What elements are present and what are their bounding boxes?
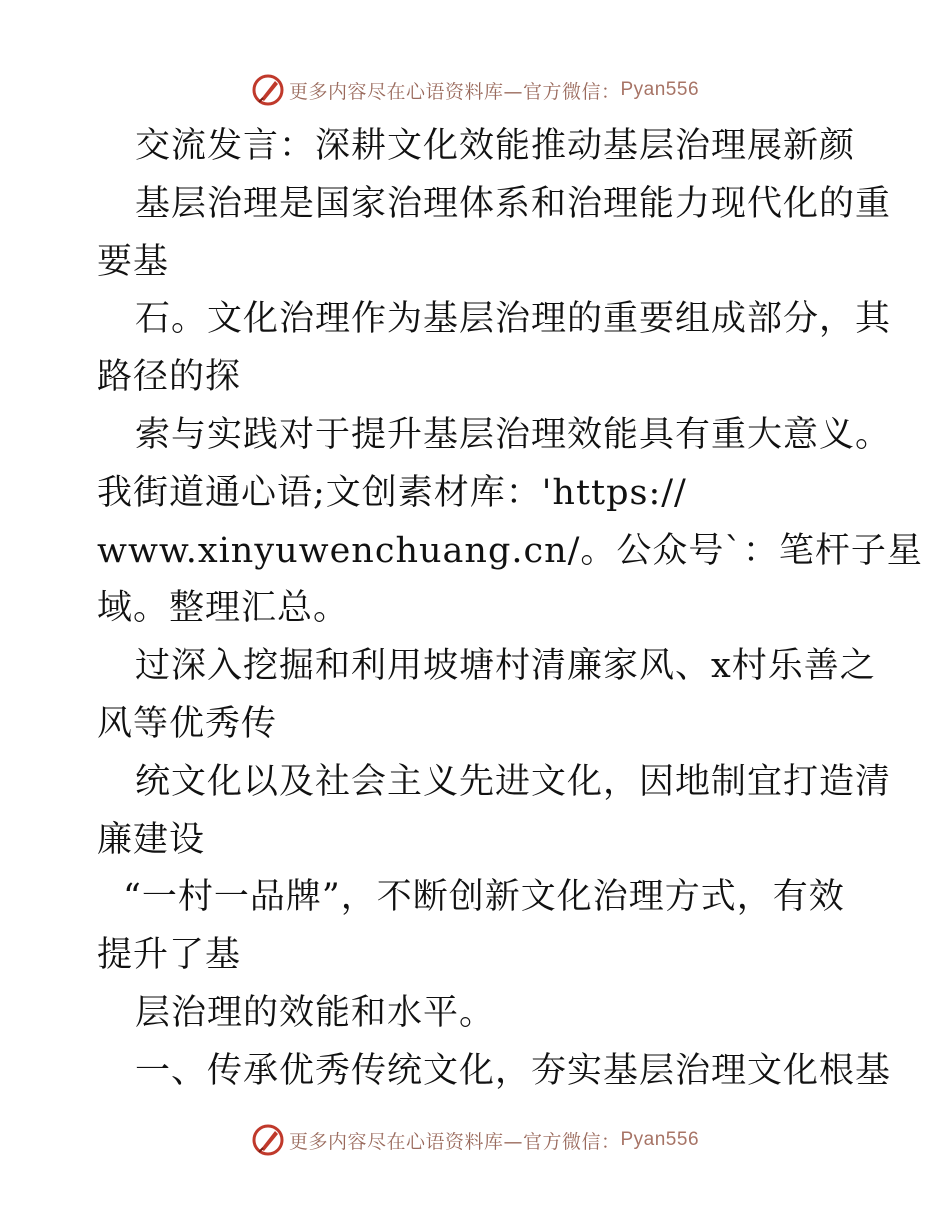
text-line: 提升了基 <box>97 935 242 976</box>
text-line: 基层治理是国家治理体系和治理能力现代化的重 <box>135 183 892 224</box>
quill-logo-icon <box>251 73 285 107</box>
text-line: 层治理的效能和水平。 <box>135 992 496 1033</box>
text-line: 要基 <box>97 241 170 282</box>
text-line: 统文化以及社会主义先进文化，因地制宜打造清 <box>135 761 892 802</box>
text-line: 风等优秀传 <box>97 703 278 744</box>
text-line: 廉建设 <box>97 819 206 860</box>
text-line: “一村一品牌”，不断创新文化治理方式，有效 <box>123 877 845 918</box>
watermark-text: 更多内容尽在心语资料库—官方微信： <box>288 80 621 103</box>
footer-watermark <box>0 1120 950 1160</box>
watermark-wechat-id: Pyan556 <box>620 79 700 100</box>
text-line: www.xinyuwenchuang.cn/。公众号`：笔杆子星 <box>97 530 923 571</box>
watermark-text: 更多内容尽在心语资料库—官方微信： <box>288 1130 621 1153</box>
section-heading: 一、传承优秀传统文化，夯实基层治理文化根基 <box>135 1050 892 1091</box>
text-line: 索与实践对于提升基层治理效能具有重大意义。 <box>135 414 892 455</box>
text-line: 域。整理汇总。 <box>97 588 350 629</box>
watermark-wechat-id: Pyan556 <box>620 1129 700 1150</box>
text-line: 过深入挖掘和利用坡塘村清廉家风、x村乐善之 <box>135 646 876 687</box>
quill-logo-icon <box>251 1123 285 1157</box>
document-body <box>97 118 923 1101</box>
text-line: 我街道通心语;文创素材库：'https:// <box>97 472 687 513</box>
document-title: 交流发言：深耕文化效能推动基层治理展新颜 <box>135 126 856 166</box>
header-watermark <box>0 70 950 110</box>
text-line: 石。文化治理作为基层治理的重要组成部分，其 <box>135 299 892 340</box>
text-line: 路径的探 <box>97 357 242 398</box>
